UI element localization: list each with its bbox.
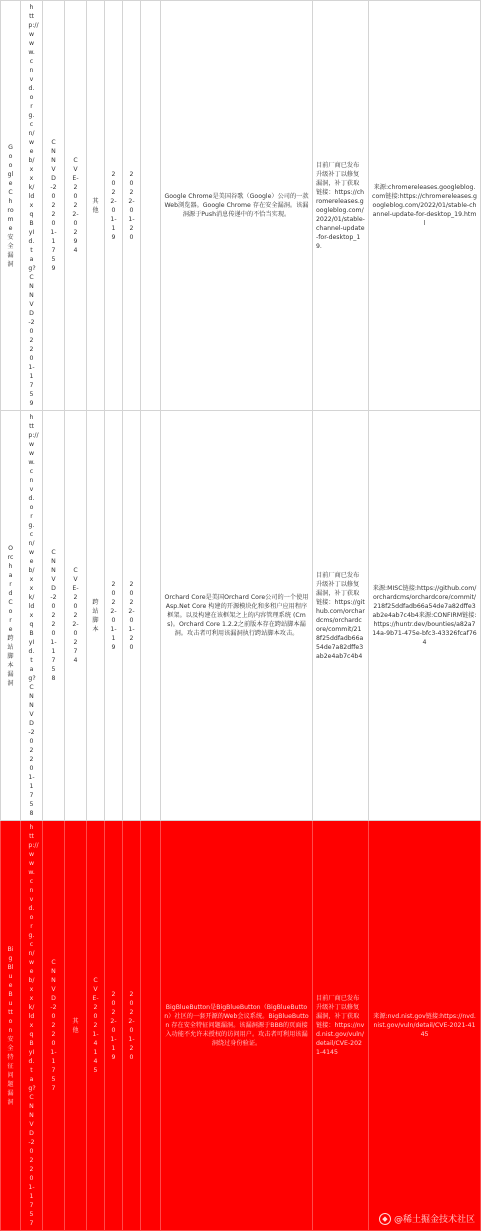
solution-cell: 目前厂商已发布升级补丁以修复漏洞，补丁获取链接：https://github.com/orchardcms/orchardcore/commit/218f25ddfadb66a54de7a82dffe3ab2e4ab7c4b4 bbox=[313, 411, 369, 821]
reference-cell: 来源:chromereleases.googleblog.com链接:https://chromereleases.googleblog.com/2022/01/stable-channel-update-for-desktop_19.html bbox=[369, 1, 481, 411]
cve-id-cell: CVE-2021-4145 bbox=[87, 821, 105, 1231]
vuln-name-cell: Google Chrome 安全漏洞 bbox=[1, 1, 21, 411]
vuln-url-cell[interactable]: http://www.cnvd.org.cn/web/xxk/ldxqById.tag?CNNVD-202201-1757 bbox=[21, 821, 43, 1231]
vuln-name-cell: Orchard Core 跨站脚本漏洞 bbox=[1, 411, 21, 821]
category-cell: 其他 bbox=[65, 821, 87, 1231]
spacer-cell bbox=[141, 411, 161, 821]
spacer-cell bbox=[141, 821, 161, 1231]
published-date-cell: 2022-01-19 bbox=[105, 1, 123, 411]
cve-id-cell: CVE-2022-0274 bbox=[65, 411, 87, 821]
solution-cell: 目前厂商已发布升级补丁以修复漏洞，补丁获取链接：https://chromereleases.googleblog.com/2022/01/stable-channel-update-for-desktop_19. bbox=[313, 1, 369, 411]
vuln-url-cell[interactable]: http://www.cnvd.org.cn/web/xxk/ldxqById.tag?CNNVD-202201-1758 bbox=[21, 411, 43, 821]
reference-cell: 来源:nvd.nist.gov链接:https://nvd.nist.gov/vuln/detail/CVE-2021-4145 bbox=[369, 821, 481, 1231]
category-cell: 其他 bbox=[87, 1, 105, 411]
cnnvd-id-cell: CNNVD-202201-1759 bbox=[43, 1, 65, 411]
brand-icon: ◆ bbox=[379, 1213, 391, 1225]
reference-cell: 来源:MISC链接:https://github.com/orchardcms/orchardcore/commit/218f25ddfadb66a54de7a82dffe3ab2e4ab7c4b4来源:CONFIRM链接:https://huntr.dev/bounties/a82a714a-9b71-475e-bfc3-43326fcaf764 bbox=[369, 411, 481, 821]
cnnvd-id-cell: CNNVD-202201-1758 bbox=[43, 411, 65, 821]
watermark bbox=[379, 1212, 475, 1225]
published-date-cell: 2022-01-19 bbox=[105, 821, 123, 1231]
table-row[interactable] bbox=[1, 821, 481, 1231]
cve-id-cell: CVE-2022-0294 bbox=[65, 1, 87, 411]
description-cell: Orchard Core是美国Orchard Core公司的一个使用 Asp.Net Core 构建的开源模块化和多租户应用程序框架。以及构建在该框架之上的内容管理系统 (Cms)。Orchard Core 1.2.2之前版本存在跨站脚本漏洞。攻击者可利用该漏洞执行跨站脚本攻击。 bbox=[161, 411, 313, 821]
updated-date-cell: 2022-01-20 bbox=[123, 821, 141, 1231]
description-cell: BigBlueButton是BigBlueButton（BigBlueButton）社区的一套开源的Web会议系统。BigBlueButton 存在安全特征问题漏洞。该漏洞源于BBB的页面接入功能不允许未授权的访问用户。攻击者可利用该漏洞绕过身份验证。 bbox=[161, 821, 313, 1231]
spacer-cell bbox=[141, 1, 161, 411]
table-row[interactable] bbox=[1, 1, 481, 411]
vuln-url-cell[interactable]: http://www.cnvd.org.cn/web/xxk/ldxqById.tag?CNNVD-202201-1759 bbox=[21, 1, 43, 411]
category-cell: 跨站脚本 bbox=[87, 411, 105, 821]
solution-cell: 目前厂商已发布升级补丁以修复漏洞，补丁获取链接：https://nvd.nist.gov/vuln/detail/CVE-2021-4145 bbox=[313, 821, 369, 1231]
watermark-text: @稀土掘金技术社区 bbox=[393, 1215, 475, 1225]
description-cell: Google Chrome是美国谷歌（Google）公司的一款Web浏览器。Google Chrome 存在安全漏洞。该漏洞源于Push消息传递中的不恰当实现。 bbox=[161, 1, 313, 411]
vuln-name-cell: BigBlueButton 安全特征问题漏洞 bbox=[1, 821, 21, 1231]
updated-date-cell: 2022-01-20 bbox=[123, 1, 141, 411]
published-date-cell: 2022-01-19 bbox=[105, 411, 123, 821]
updated-date-cell: 2022-01-20 bbox=[123, 411, 141, 821]
cnnvd-id-cell: CNNVD-202201-1757 bbox=[43, 821, 65, 1231]
table-row[interactable] bbox=[1, 411, 481, 821]
